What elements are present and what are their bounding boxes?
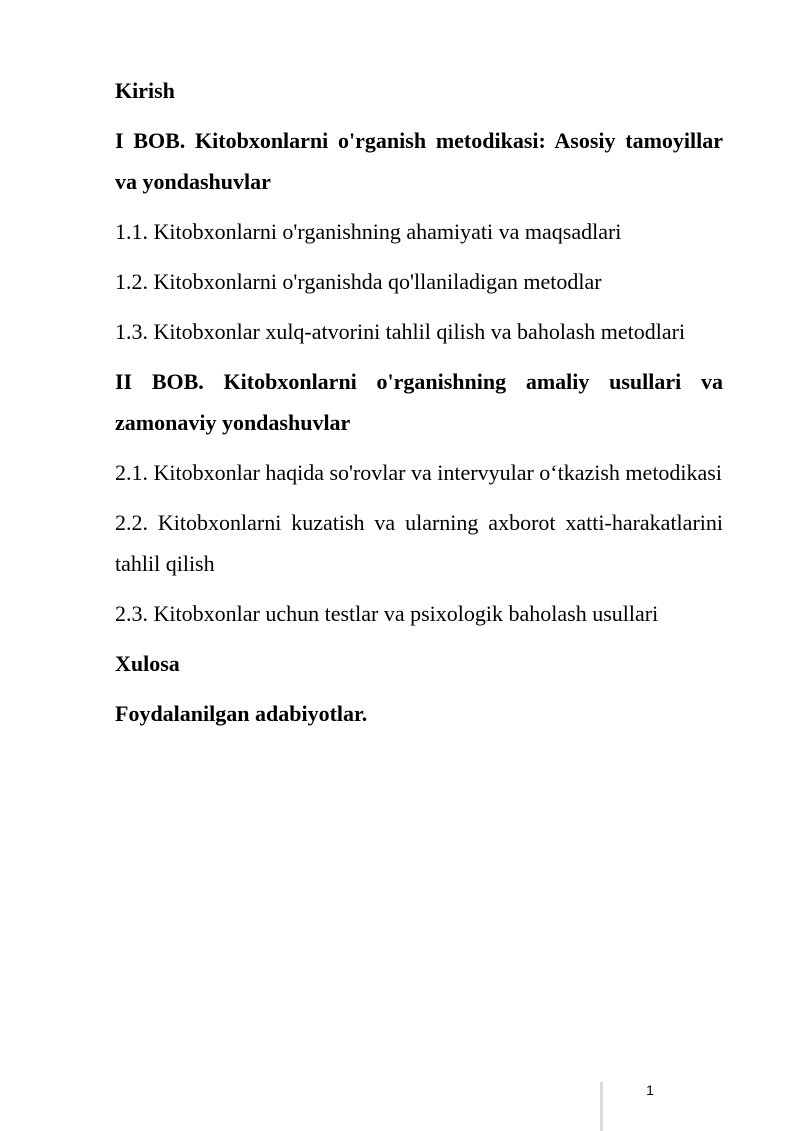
footer-divider	[600, 1082, 603, 1131]
toc-entry-section-2-2: 2.2. Kitobxonlarni kuzatish va ularning axborot xatti-harakatlarini tahlil qilish	[115, 510, 723, 576]
toc-entry-section-1-1: 1.1. Kitobxonlarni o'rganishning ahamiyati va maqsadlari	[115, 219, 622, 244]
toc-entry-section-2-3: 2.3. Kitobxonlar uchun testlar va psixologik baholash usullari	[115, 601, 659, 626]
toc-entry-chapter-1: I BOB. Kitobxonlarni o'rganish metodikasi: Asosiy tamoyillar va yondashuvlar	[115, 128, 723, 194]
toc-entry-references: Foydalanilgan adabiyotlar.	[115, 701, 368, 726]
table-of-contents	[115, 70, 723, 743]
toc-entry-section-2-1: 2.1. Kitobxonlar haqida so'rovlar va intervyular o‘tkazish metodikasi	[115, 460, 722, 485]
toc-entry-chapter-2: II BOB. Kitobxonlarni o'rganishning amaliy usullari va zamonaviy yondashuvlar	[115, 369, 723, 435]
toc-entry-section-1-2: 1.2. Kitobxonlarni o'rganishda qo'llaniladigan metodlar	[115, 269, 602, 294]
page-number: 1	[646, 1082, 654, 1098]
toc-entry-introduction: Kirish	[115, 78, 175, 103]
toc-entry-conclusion: Xulosa	[115, 651, 180, 676]
toc-entry-section-1-3: 1.3. Kitobxonlar xulq-atvorini tahlil qilish va baholash metodlari	[115, 319, 686, 344]
